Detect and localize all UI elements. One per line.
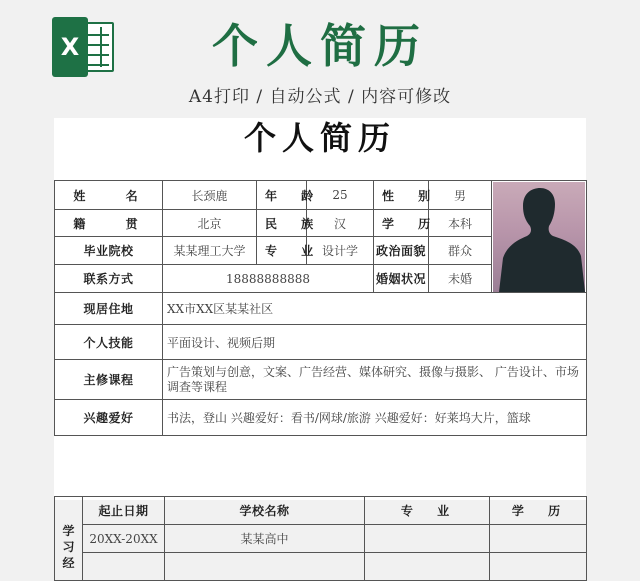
profile-photo: [493, 182, 585, 292]
resume-title: 个人简历: [243, 119, 396, 157]
ethnicity-value[interactable]: 汉: [307, 210, 374, 237]
edu-school[interactable]: 某某高中: [165, 525, 365, 553]
skills-value[interactable]: 平面设计、视频后期: [163, 325, 587, 360]
education-side-label: 学习经: [55, 497, 83, 581]
row-basic-1: [55, 181, 587, 210]
edu-major[interactable]: [365, 525, 490, 553]
table-row: [55, 553, 587, 581]
origin-value[interactable]: 北京: [163, 210, 257, 237]
edu-empty-cell[interactable]: [83, 553, 165, 581]
banner-subtitle: A4打印 / 自动公式 / 内容可修改: [188, 87, 452, 107]
contact-label: 联系方式: [55, 265, 163, 293]
row-skills: [55, 325, 587, 360]
edu-header-school: 学校名称: [165, 497, 365, 525]
name-value[interactable]: 长颈鹿: [163, 181, 257, 210]
resume-sheet: [54, 118, 586, 570]
school-label: 毕业院校: [55, 237, 163, 265]
marital-value[interactable]: 未婚: [429, 265, 492, 293]
origin-label: 籍 贯: [55, 210, 163, 237]
school-value[interactable]: 某某理工大学: [163, 237, 257, 265]
gender-label: 性 别: [374, 181, 429, 210]
education-header-row: [55, 497, 587, 525]
edu-empty-cell[interactable]: [165, 553, 365, 581]
gender-value[interactable]: 男: [429, 181, 492, 210]
edu-degree[interactable]: [490, 525, 587, 553]
age-value[interactable]: 25: [307, 181, 374, 210]
name-label: 姓 名: [55, 181, 163, 210]
education-value[interactable]: 本科: [429, 210, 492, 237]
address-value[interactable]: XX市XX区某某社区: [163, 293, 587, 325]
edu-empty-cell[interactable]: [490, 553, 587, 581]
row-address: [55, 293, 587, 325]
edu-empty-cell[interactable]: [365, 553, 490, 581]
skills-label: 个人技能: [55, 325, 163, 360]
address-label: 现居住地: [55, 293, 163, 325]
courses-value[interactable]: 广告策划与创意，文案、广告经营、媒体研究、摄像与摄影、 广告设计、市场调查等课程: [163, 360, 587, 400]
ethnicity-label: 民 族: [257, 210, 307, 237]
hobbies-value[interactable]: 书法，登山 兴趣爱好：看书/网球/旅游 兴趣爱好：好莱坞大片，篮球: [163, 400, 587, 436]
political-label: 政治面貌: [374, 237, 429, 265]
marital-label: 婚姻状况: [374, 265, 429, 293]
major-value[interactable]: 设计学: [307, 237, 374, 265]
resume-table: [54, 180, 587, 436]
edu-period[interactable]: 20XX-20XX: [83, 525, 165, 553]
political-value[interactable]: 群众: [429, 237, 492, 265]
major-label: 专 业: [257, 237, 307, 265]
row-courses: [55, 360, 587, 400]
courses-label: 主修课程: [55, 360, 163, 400]
edu-header-degree: 学 历: [490, 497, 587, 525]
person-silhouette-icon: [493, 182, 585, 292]
excel-letter: X: [52, 17, 88, 77]
education-table: [54, 496, 587, 581]
age-label: 年 龄: [257, 181, 307, 210]
photo-cell[interactable]: [492, 181, 587, 293]
hobbies-label: 兴趣爱好: [55, 400, 163, 436]
table-row: [55, 525, 587, 553]
contact-value[interactable]: 18888888888: [163, 265, 374, 293]
edu-header-period: 起止日期: [83, 497, 165, 525]
education-label: 学 历: [374, 210, 429, 237]
row-hobbies: [55, 400, 587, 436]
edu-header-major: 专 业: [365, 497, 490, 525]
banner-title: 个人简历: [212, 19, 428, 73]
